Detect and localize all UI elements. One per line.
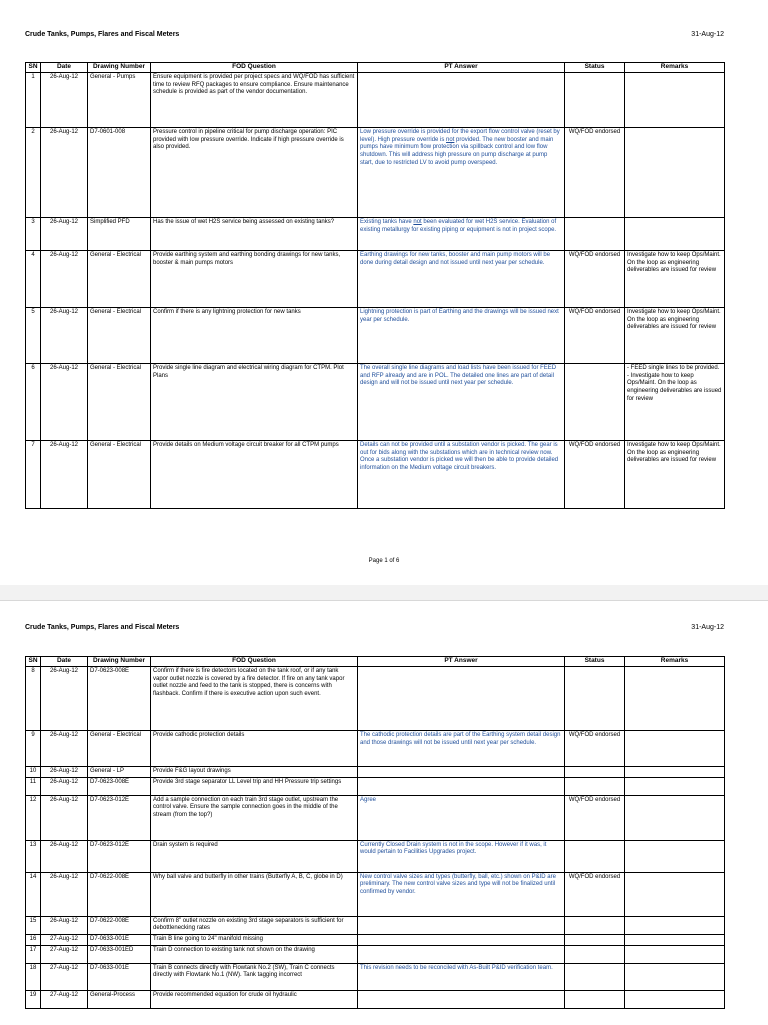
cell-fod-question: Confirm 8" outlet nozzle on existing 3rd stage separators is sufficient for debottlenecking rates [151, 916, 358, 934]
cell-sn: 5 [26, 308, 41, 364]
table-row [26, 128, 725, 218]
cell-pt-answer [358, 916, 565, 934]
cell-date: 26-Aug-12 [41, 916, 88, 934]
answer-text: been evaluated for wet H2S service. Evaluation of existing metallurgy for existing piping or equipment is not in project scope. [360, 219, 557, 233]
cell-date: 26-Aug-12 [41, 840, 88, 872]
cell-date: 27-Aug-12 [41, 945, 88, 963]
document-title: Crude Tanks, Pumps, Flares and Fiscal Meters [25, 624, 180, 631]
cell-pt-answer [358, 945, 565, 963]
table-row [26, 731, 725, 767]
cell-date: 27-Aug-12 [41, 963, 88, 990]
cell-status: WQ/FOD endorsed [565, 128, 625, 218]
cell-drawing-number: D7-0601-008 [88, 128, 151, 218]
cell-status [565, 945, 625, 963]
cell-remarks [625, 731, 725, 767]
cell-date: 26-Aug-12 [41, 218, 88, 251]
cell-date: 26-Aug-12 [41, 667, 88, 731]
cell-remarks [625, 945, 725, 963]
cell-fod-question: Confirm if there is any lightning protection for new tanks [151, 308, 358, 364]
answer-text: Existing tanks have [360, 219, 414, 225]
cell-fod-question: Pressure control in pipeline critical for pump discharge operation: PIC provided with low pressure override. Indicate if high pressure override is also provided. [151, 128, 358, 218]
cell-pt-answer: The overall single line diagrams and load lists have been issued for FEED and RFP already and are in POL. The detailed one lines are part of detail design and will not be issued until next year per schedule. [358, 364, 565, 441]
cell-pt-answer: Earthing drawings for new tanks, booster and main pump motors will be done during detail design and not issued until next year per schedule. [358, 251, 565, 308]
cell-remarks: Investigate how to keep Ops/Maint. On the loop as engineering deliverables are issued for review [625, 441, 725, 509]
cell-sn: 16 [26, 935, 41, 946]
cell-status [565, 364, 625, 441]
column-header-drawing-number: Drawing Number [88, 63, 151, 73]
cell-remarks: Investigate how to keep Ops/Maint. On the loop as engineering deliverables are issued for review [625, 251, 725, 308]
cell-fod-question: Ensure equipment is provided per project specs and WQ/FOD has sufficient time to review RFQ packages to ensure compliance. Ensure maintenance schedule is provided as part of the vendor documentation. [151, 73, 358, 128]
cell-status [565, 840, 625, 872]
cell-pt-answer [358, 990, 565, 1008]
cell-drawing-number: D7-0623-008E [88, 667, 151, 731]
cell-pt-answer [358, 73, 565, 128]
table-row [26, 990, 725, 1008]
cell-remarks [625, 218, 725, 251]
cell-remarks [625, 963, 725, 990]
cell-status [565, 963, 625, 990]
cell-fod-question: Why ball valve and butterfly in other trains (Butterfly A, B, C, globe in D) [151, 872, 358, 916]
cell-status [565, 767, 625, 778]
cell-remarks [625, 990, 725, 1008]
cell-fod-question: Provide cathodic protection details [151, 731, 358, 767]
page-header [25, 31, 724, 38]
cell-status: WQ/FOD endorsed [565, 251, 625, 308]
table-row [26, 667, 725, 731]
document-page-2 [0, 600, 768, 1025]
cell-drawing-number: General - LP [88, 767, 151, 778]
cell-date: 27-Aug-12 [41, 990, 88, 1008]
answer-underlined-text: not [413, 219, 422, 225]
cell-date: 27-Aug-12 [41, 935, 88, 946]
cell-pt-answer [358, 777, 565, 795]
cell-sn: 9 [26, 731, 41, 767]
cell-pt-answer [358, 935, 565, 946]
table-row [26, 441, 725, 509]
cell-fod-question: Provide earthing system and earthing bonding drawings for new tanks, booster & main pumps motors [151, 251, 358, 308]
cell-drawing-number: General - Electrical [88, 251, 151, 308]
answer-text: provided. The new booster and main pumps have minimum flow protection via spillback control and low flow shutdown. This will address high pressure on pump discharge at pump start, due to restricted LV to avoid pump overspeed. [360, 136, 554, 166]
cell-date: 26-Aug-12 [41, 795, 88, 840]
cell-fod-question: Provide details on Medium voltage circuit breaker for all CTPM pumps [151, 441, 358, 509]
cell-drawing-number: General - Electrical [88, 441, 151, 509]
cell-drawing-number: General - Electrical [88, 364, 151, 441]
cell-fod-question: Train D connection to existing tank not shown on the drawing [151, 945, 358, 963]
cell-drawing-number: General - Electrical [88, 731, 151, 767]
cell-fod-question: Has the issue of wet H2S service being assessed on existing tanks? [151, 218, 358, 251]
cell-date: 26-Aug-12 [41, 128, 88, 218]
cell-remarks [625, 916, 725, 934]
cell-fod-question: Drain system is required [151, 840, 358, 872]
cell-drawing-number: D7-0622-008E [88, 916, 151, 934]
cell-status [565, 777, 625, 795]
cell-date: 26-Aug-12 [41, 777, 88, 795]
cell-sn: 18 [26, 963, 41, 990]
cell-remarks [625, 872, 725, 916]
cell-remarks: - FEED single lines to be provided. - Investigate how to keep Ops/Maint. On the loop as engineering deliverables are issued for review [625, 364, 725, 441]
cell-sn: 4 [26, 251, 41, 308]
cell-status [565, 916, 625, 934]
document-date: 31-Aug-12 [691, 624, 724, 631]
cell-fod-question: Train B connects directly with Flowtank No.2 (SW), Train C connects directly with Flowtank No.1 (NW). Tank tagging incorrect [151, 963, 358, 990]
cell-fod-question: Add a sample connection on each train 3rd stage outlet, upstream the control valve. Ensure the sample connection goes in the middle of the stream (from the top?) [151, 795, 358, 840]
cell-sn: 6 [26, 364, 41, 441]
table-row [26, 872, 725, 916]
column-header-fod-question: FOD Question [151, 63, 358, 73]
cell-sn: 2 [26, 128, 41, 218]
cell-fod-question: Train B line going to 24" manifold missing [151, 935, 358, 946]
cell-sn: 7 [26, 441, 41, 509]
table-row [26, 767, 725, 778]
cell-date: 26-Aug-12 [41, 441, 88, 509]
column-header-date: Date [41, 63, 88, 73]
cell-drawing-number: D7-0623-012E [88, 795, 151, 840]
cell-sn: 19 [26, 990, 41, 1008]
cell-sn: 17 [26, 945, 41, 963]
column-header-status: Status [565, 63, 625, 73]
cell-status: WQ/FOD endorsed [565, 731, 625, 767]
cell-sn: 11 [26, 777, 41, 795]
cell-sn: 14 [26, 872, 41, 916]
cell-pt-answer [358, 128, 565, 218]
column-header-date: Date [41, 657, 88, 667]
table-row [26, 364, 725, 441]
cell-remarks: Investigate how to keep Ops/Maint. On the loop as engineering deliverables are issued for review [625, 308, 725, 364]
cell-drawing-number: Simplified PFD [88, 218, 151, 251]
cell-fod-question: Confirm if there is fire detectors located on the tank roof, or if any tank vapor outlet nozzle is covered by a fire detector. If fire on any tank vapor outlet nozzle and feed to the tank is stopped, there is concerns with flashback. Confirm if there is executive action upon such event. [151, 667, 358, 731]
table-row [26, 840, 725, 872]
cell-status [565, 218, 625, 251]
document-date: 31-Aug-12 [691, 31, 724, 38]
fod-table [25, 62, 725, 509]
cell-drawing-number: General - Electrical [88, 308, 151, 364]
cell-drawing-number: D7-0623-008E [88, 777, 151, 795]
cell-pt-answer: New control valve sizes and types (butterfly, ball, etc.) shown on P&ID are preliminary. The new control valve sizes and type will not be finalized until confirmed by vendor. [358, 872, 565, 916]
cell-remarks [625, 667, 725, 731]
cell-sn: 3 [26, 218, 41, 251]
cell-status: WQ/FOD endorsed [565, 308, 625, 364]
table-header-row [26, 63, 725, 73]
column-header-status: Status [565, 657, 625, 667]
page-number: Page 1 of 6 [368, 558, 400, 564]
cell-remarks [625, 128, 725, 218]
cell-fod-question: Provide single line diagram and electrical wiring diagram for CTPM. Plot Plans [151, 364, 358, 441]
cell-date: 26-Aug-12 [41, 308, 88, 364]
document-title: Crude Tanks, Pumps, Flares and Fiscal Meters [25, 31, 180, 38]
cell-status: WQ/FOD endorsed [565, 441, 625, 509]
column-header-sn: SN [26, 657, 41, 667]
cell-sn: 10 [26, 767, 41, 778]
cell-remarks [625, 795, 725, 840]
cell-remarks [625, 767, 725, 778]
cell-drawing-number: D7-0623-012E [88, 840, 151, 872]
cell-status [565, 990, 625, 1008]
cell-pt-answer: The cathodic protection details are part of the Earthing system detail design and those drawings will not be issued until next year per schedule. [358, 731, 565, 767]
cell-sn: 12 [26, 795, 41, 840]
cell-pt-answer: Details can not be provided until a substation vendor is picked. The gear is out for bids along with the substations which are in technical review now. Once a substation vendor is picked we will then be able to provide detailed information on the Medium voltage circuit breakers. [358, 441, 565, 509]
cell-status: WQ/FOD endorsed [565, 872, 625, 916]
cell-drawing-number: D7-0633-001E [88, 935, 151, 946]
page-header [25, 624, 724, 631]
column-header-remarks: Remarks [625, 63, 725, 73]
cell-pt-answer [358, 218, 565, 251]
cell-status [565, 935, 625, 946]
cell-fod-question: Provide recommended equation for crude oil hydraulic [151, 990, 358, 1008]
cell-remarks [625, 840, 725, 872]
column-header-pt-answer: PT Answer [358, 63, 565, 73]
cell-sn: 15 [26, 916, 41, 934]
cell-fod-question: Provide F&G layout drawings [151, 767, 358, 778]
cell-pt-answer [358, 767, 565, 778]
table-row [26, 73, 725, 128]
cell-drawing-number: D7-0633-001ED [88, 945, 151, 963]
cell-sn: 1 [26, 73, 41, 128]
cell-remarks [625, 935, 725, 946]
cell-date: 26-Aug-12 [41, 251, 88, 308]
column-header-drawing-number: Drawing Number [88, 657, 151, 667]
table-row [26, 308, 725, 364]
cell-date: 26-Aug-12 [41, 731, 88, 767]
cell-sn: 13 [26, 840, 41, 872]
answer-text: Low pressure override is provided for the export flow control valve (reset by level). High pressure override is [360, 129, 560, 143]
cell-drawing-number: D7-0633-001E [88, 963, 151, 990]
table-row [26, 916, 725, 934]
cell-sn: 8 [26, 667, 41, 731]
table-header-row [26, 657, 725, 667]
cell-remarks [625, 73, 725, 128]
cell-pt-answer: Lightning protection is part of Earthing and the drawings will be issued next year per schedule. [358, 308, 565, 364]
table-row [26, 795, 725, 840]
cell-drawing-number: General - Pumps [88, 73, 151, 128]
cell-drawing-number: D7-0622-008E [88, 872, 151, 916]
cell-date: 26-Aug-12 [41, 872, 88, 916]
cell-date: 26-Aug-12 [41, 767, 88, 778]
cell-status [565, 73, 625, 128]
cell-date: 26-Aug-12 [41, 364, 88, 441]
column-header-fod-question: FOD Question [151, 657, 358, 667]
table-row [26, 935, 725, 946]
table-row [26, 777, 725, 795]
cell-pt-answer: This revision needs to be reconciled with As-Built P&ID verification team. [358, 963, 565, 990]
cell-date: 26-Aug-12 [41, 73, 88, 128]
column-header-remarks: Remarks [625, 657, 725, 667]
cell-status: WQ/FOD endorsed [565, 795, 625, 840]
cell-drawing-number: General-Process [88, 990, 151, 1008]
cell-remarks [625, 777, 725, 795]
cell-status [565, 667, 625, 731]
table-row [26, 251, 725, 308]
column-header-pt-answer: PT Answer [358, 657, 565, 667]
cell-fod-question: Provide 3rd stage separator LL Level trip and HH Pressure trip settings [151, 777, 358, 795]
column-header-sn: SN [26, 63, 41, 73]
cell-pt-answer [358, 667, 565, 731]
fod-table [25, 656, 725, 1009]
cell-pt-answer: Currently Closed Drain system is not in the scope. However if it was, it would pertain to Facilities Upgrades project. [358, 840, 565, 872]
answer-underlined-text: not [446, 136, 455, 143]
table-row [26, 218, 725, 251]
table-row [26, 963, 725, 990]
table-row [26, 945, 725, 963]
cell-pt-answer: Agree [358, 795, 565, 840]
